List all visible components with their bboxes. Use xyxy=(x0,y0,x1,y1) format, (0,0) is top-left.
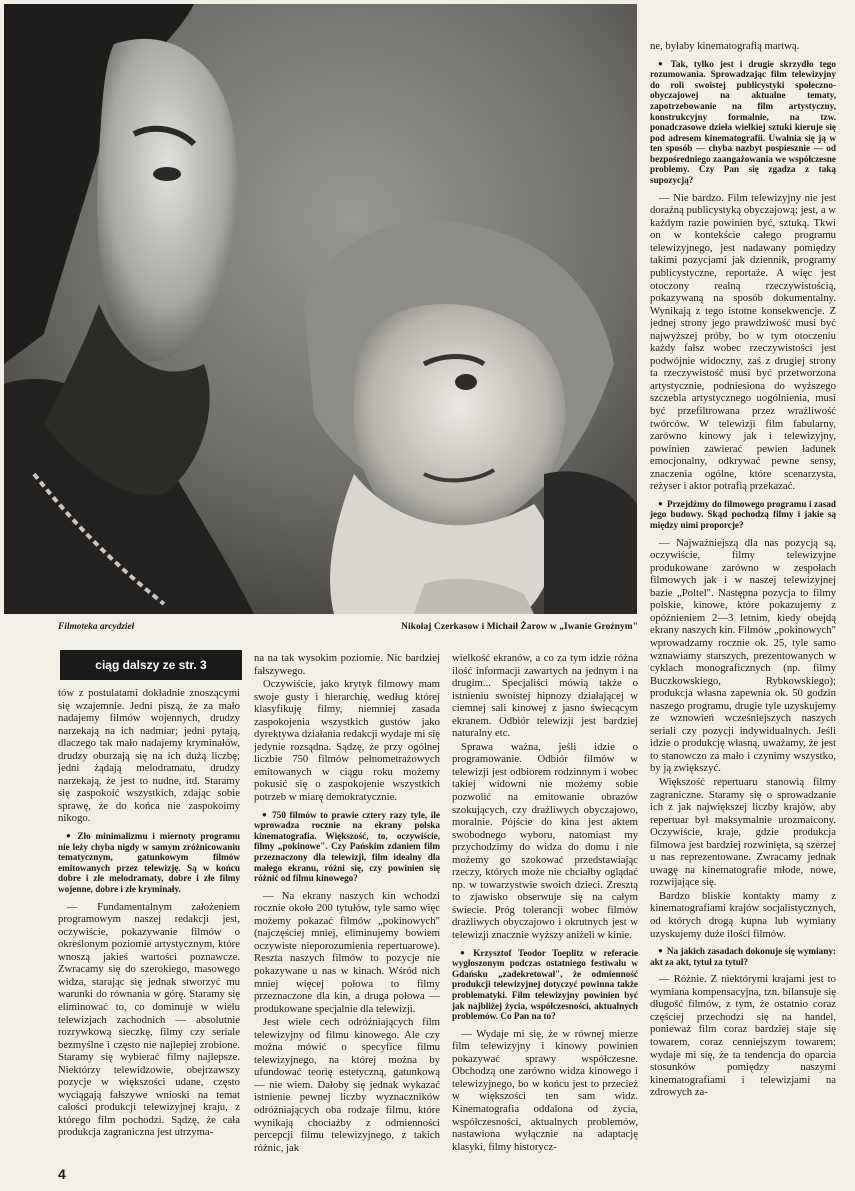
paragraph: wielkość ekranów, a co za tym idzie różna ilość informacji zawartych na jednym i na drugim... Specjaliści mówią także o istnieniu swoistej hipnozy działającej w ciemnej sali kinowej z jasno świecącym ekranem. Odbiór telewizji jest bardziej naturalny etc. xyxy=(452,652,638,740)
paragraph: — Najważniejszą dla nas pozycją są, oczywiście, filmy telewizyjne produkowane zarówno w zespołach filmowych jak i w naszej telewizyjnej bazie „Poltel". Następna pozycja to filmy polskie, kinowe, które pokazujemy z opóźnieniem 2—3 letnim, kiedy obejdą ekrany naszych kin. Filmów „pokinowych" wprowadzamy rocznie ok. 25, tyle samo wznawiamy starszych, prezentowanych w cyklach monograficznych (np. filmy Buczkowskiego, Rybkowskiego); produkcja własna zapewnia ok. 50 godzin naszego programu, drugie tyle uzyskujemy ze wznowień wcześniejszych naszych seriali czy pozycji indywidualnych. Jeśli idzie o produkcję własną, uważamy, że jest to stanowczo za mało i czynimy wszystko, by ją zwiększyć. xyxy=(650,536,836,775)
paragraph: — Wydaje mi się, że w równej mierze film telewizyjny i kinowy powinien pokazywać sprawy współczesne. Obchodzą one zarówno widza kinowego i telewizyjnego, bo w końcu jest to przecież w większości ten sam widz. Kinematografia oddalona od życia, współczesności, aktualnych problemów, nastawiona wyłącznie na adaptację klasyki, filmy historycz- xyxy=(452,1027,638,1153)
film-still-illustration xyxy=(4,4,637,614)
interview-question: ● Zło minimalizmu i miernoty programu nie leży chyba nigdy w samym zróżnicowaniu tematycznym, gatunkowym filmów emitowanych przez telewizję. Są w końcu dobre i złe melodramaty, dobre i złe filmy wojenne, dobre i złe kryminały. xyxy=(58,831,240,895)
interview-question: ● Na jakich zasadach dokonuje się wymiany: akt za akt, tytuł za tytuł? xyxy=(650,946,836,967)
text-column-4 xyxy=(650,40,836,1172)
film-still-photo xyxy=(4,4,637,614)
continued-from-box: ciąg dalszy ze str. 3 xyxy=(60,650,242,680)
text-column-2 xyxy=(254,652,440,1172)
paragraph: Jest wiele cech odróżniających film telewizyjny od filmu kinowego. Ale czy można mówić o specyfice filmu telewizyjnego, na której można by ufundować teorię estetyczną, gatunkową — nie wiem. Dałoby się jednak wykazać istnienie pewnej liczby wyznaczników odróżniających oba rodzaje filmu, które wynikają chociażby z odmienności percepcji filmu telewizyjnego, z takich różnic, jak xyxy=(254,1016,440,1154)
paragraph: — Na ekrany naszych kin wchodzi rocznie około 200 tytułów, tyle samo więc możemy pokazać filmów „pokinowych" (najczęściej mniej, eliminujemy bowiem oczywiste nieporozumienia repertuarowe). Reszta naszych filmów to pozycje nie pokazywane u nas w kinach. Wśród nich mniej więcej połowa to filmy przeznaczone dla kin, a druga połowa — produkowane specjalnie dla telewizji. xyxy=(254,889,440,1015)
caption-photo-credit: Nikołaj Czerkasow i Michaił Żarow w „Iwanie Groźnym" xyxy=(401,622,638,632)
interview-question: ● Tak, tylko jest i drugie skrzydło tego rozumowania. Sprowadzając film telewizyjny do roli swoistej publicystyki społeczno-obyczajowej na aktualne tematy, zapotrzebowanie na film artystyczny, konstrukcyjny formalnie, na tzw. ponadczasowe dzieła wielkiej sztuki kieruje się pod adresem kinematografii. Uwalnia się ją w ten sposób — chyba nazbyt pospiesznie — od bezpośredniego zaangażowania we współczesne problemy. Czy Pan się zgadza z taką supozycją? xyxy=(650,59,836,186)
text-column-1 xyxy=(58,687,240,1167)
paragraph: — Różnie. Z niektórymi krajami jest to wymiana kompensacyjna, tzn. bilansuje się długość filmów, z tym, że ostatnio coraz częściej przechodzi się na handel, ponieważ film coraz bardziej staje się towarem, coraz cenniejszym towarem; wydaje mi się, że ta tendencja do oparcia stosunków pomiędzy naszymi kinematografiami i telewizjami na zdrowych za- xyxy=(650,973,836,1099)
text-column-3 xyxy=(452,652,638,1172)
paragraph: — Nie bardzo. Film telewizyjny nie jest doraźną publicystyką obyczajową; jest, a w każdym razie powinien być, sztuką. Tkwi on w kontekście całego programu telewizyjnego, jest nadawany pomiędzy takimi pozycjami jak dziennik, programy publicystyczne, reportaże. A więc jest otoczony realną rzeczywistością, pokazywaną na sposób dokumentalny. Wynikają z tego istotne konsekwencje. Z jednej strony jego prawdziwość musi być najwyższej próby, bo w tym otoczeniu każdy fałsz wobec rzeczywistości jest podwójnie widoczny, zaś z drugiej strony ta rzeczywistość musi być przetworzona artystycznie, podniesiona do wyższego szczebla artystycznego uogólnienia, musi być przefiltrowana przez wrażliwość twórców. W telewizji film fabularny, zarówno kinowy jak i telewizyjny, powinien zawierać pewien ładunek emocjonalny, odkrywać pewne sensy, znaczenia ogólne, które scenarzysta, reżyser i aktor potrafią przekazać. xyxy=(650,191,836,493)
interview-question: ● 750 filmów to prawie cztery razy tyle, ile wprowadza rocznie na ekrany polska kinematografia. Większość, to, oczywiście, filmy „pokinowe". Czy Pańskim zdaniem film przeznaczony dla telewizji, film idealny dla małego ekranu, różni się, czy powinien się różnić od filmu kinowego? xyxy=(254,810,440,884)
paragraph: na na tak wysokim poziomie. Nic bardziej fałszywego. xyxy=(254,652,440,677)
paragraph: ne, byłaby kinematografią martwą. xyxy=(650,40,800,52)
paragraph: tów z postulatami dokładnie znoszącymi się wzajemnie. Jedni piszą, że za mało nadajemy filmów wojennych, drudzy narzekają na ich nadmiar; jedni pytają, dlaczego tak mało nadajemy kryminałów, drudzy oburzają się na ich dużą liczbę; jedni żądają melodramatu, drudzy narzekają, że jest to nudne, itd. Staramy się zaspokoić wszystkich, zdając sobie sprawę, że do końca nie zaspokoimy nikogo. xyxy=(58,687,240,825)
paragraph: — Fundamentalnym założeniem programowym naszej redakcji jest, oczywiście, pokazywanie filmów o określonym poziomie artystycznym, które wnoszą jakieś wartości poznawcze. Zwracamy się do szerokiego, masowego widza, starając się jednak stworzyć mu warunki do równania w górę. Staramy się eliminować to, co dominuje w wielu telewizjach zachodnich — absolutnie rozrywkową sieczkę, filmy czy seriale bezmyślne i często nie najlepiej zrobione. Staramy się wybierać filmy najlepsze. Niektórzy telewidzowie, obejrzawszy pozycje w większości udane, często wyciągają fałszywe wnioski na temat całości produkcji telewizyjnej kraju, z którego film pochodzi. Sądzę, że cała produkcja zagraniczna jest utrzyma- xyxy=(58,900,240,1139)
interview-question: ● Krzysztof Teodor Toeplitz w referacie wygłoszonym podczas ostatniego festiwalu w Gdańsku „zadekretował", że odmienność produkcji telewizyjnej dotyczyć powinna także problematyki. Film telewizyjny powinien być jak najbliżej życia, współczesności, aktualnych problemów. Co Pan na to? xyxy=(452,948,638,1022)
page-number: 4 xyxy=(58,1166,66,1182)
paragraph: Większość repertuaru stanowią filmy zagraniczne. Staramy się o sprowadzanie ich z jak największej liczby krajów, aby repertuar był maksymalnie urozmaicony. Oczywiście, kraje, gdzie produkcja filmowa jest bardziej rozwinięta, są szerzej u nas reprezentowane. Zwracamy jednak uwagę na kinematografie młode, nowe, rozwijające się. xyxy=(650,775,836,889)
caption-section-title: Filmoteka arcydzieł xyxy=(58,622,135,632)
paragraph: Sprawa ważna, jeśli idzie o programowanie. Odbiór filmów w telewizji jest odbiorem rodzinnym i wobec takiej widowni nie możemy sobie pozwolić na emitowanie obrazów szokujących, czy drażliwych obyczajowo, moralnie. Pójście do kina jest aktem swobodnego wyboru, natomiast my przychodzimy do widza do domu i nie możemy go szokować przedstawiając rzeczy, których może nie chciałby oglądać np. w towarzystwie swoich dzieci. Zresztą to zjawisko obserwuje się na całym świecie. Próg tolerancji wobec filmów drażliwych obyczajowo i okrutnych jest w telewizji znacznie wyższy aniżeli w kinie. xyxy=(452,740,638,942)
paragraph: Bardzo bliskie kontakty mamy z kinematografiami krajów socjalistycznych, od których drogą kupna lub wymiany uzyskujemy duże ilości filmów. xyxy=(650,889,836,940)
photo-caption xyxy=(58,622,638,638)
interview-question: ● Przejdźmy do filmowego programu i zasad jego budowy. Skąd pochodzą filmy i jakie są między nimi proporcje? xyxy=(650,499,836,531)
paragraph: Oczywiście, jako krytyk filmowy mam swoje gusty i hierarchię, według której klasyfikuję filmy, niemniej zasada zaspokojenia wszystkich gustów jako dyrektywa działania redakcji wydaje mi się jedynie rozsądna. Sądzę, że przy ogólnej liczbie 750 filmów pełnometrażowych emitowanych w ciągu roku możemy pokusić się o zaspokojenie wszystkich potrzeb w miarę demokratycznie. xyxy=(254,678,440,804)
